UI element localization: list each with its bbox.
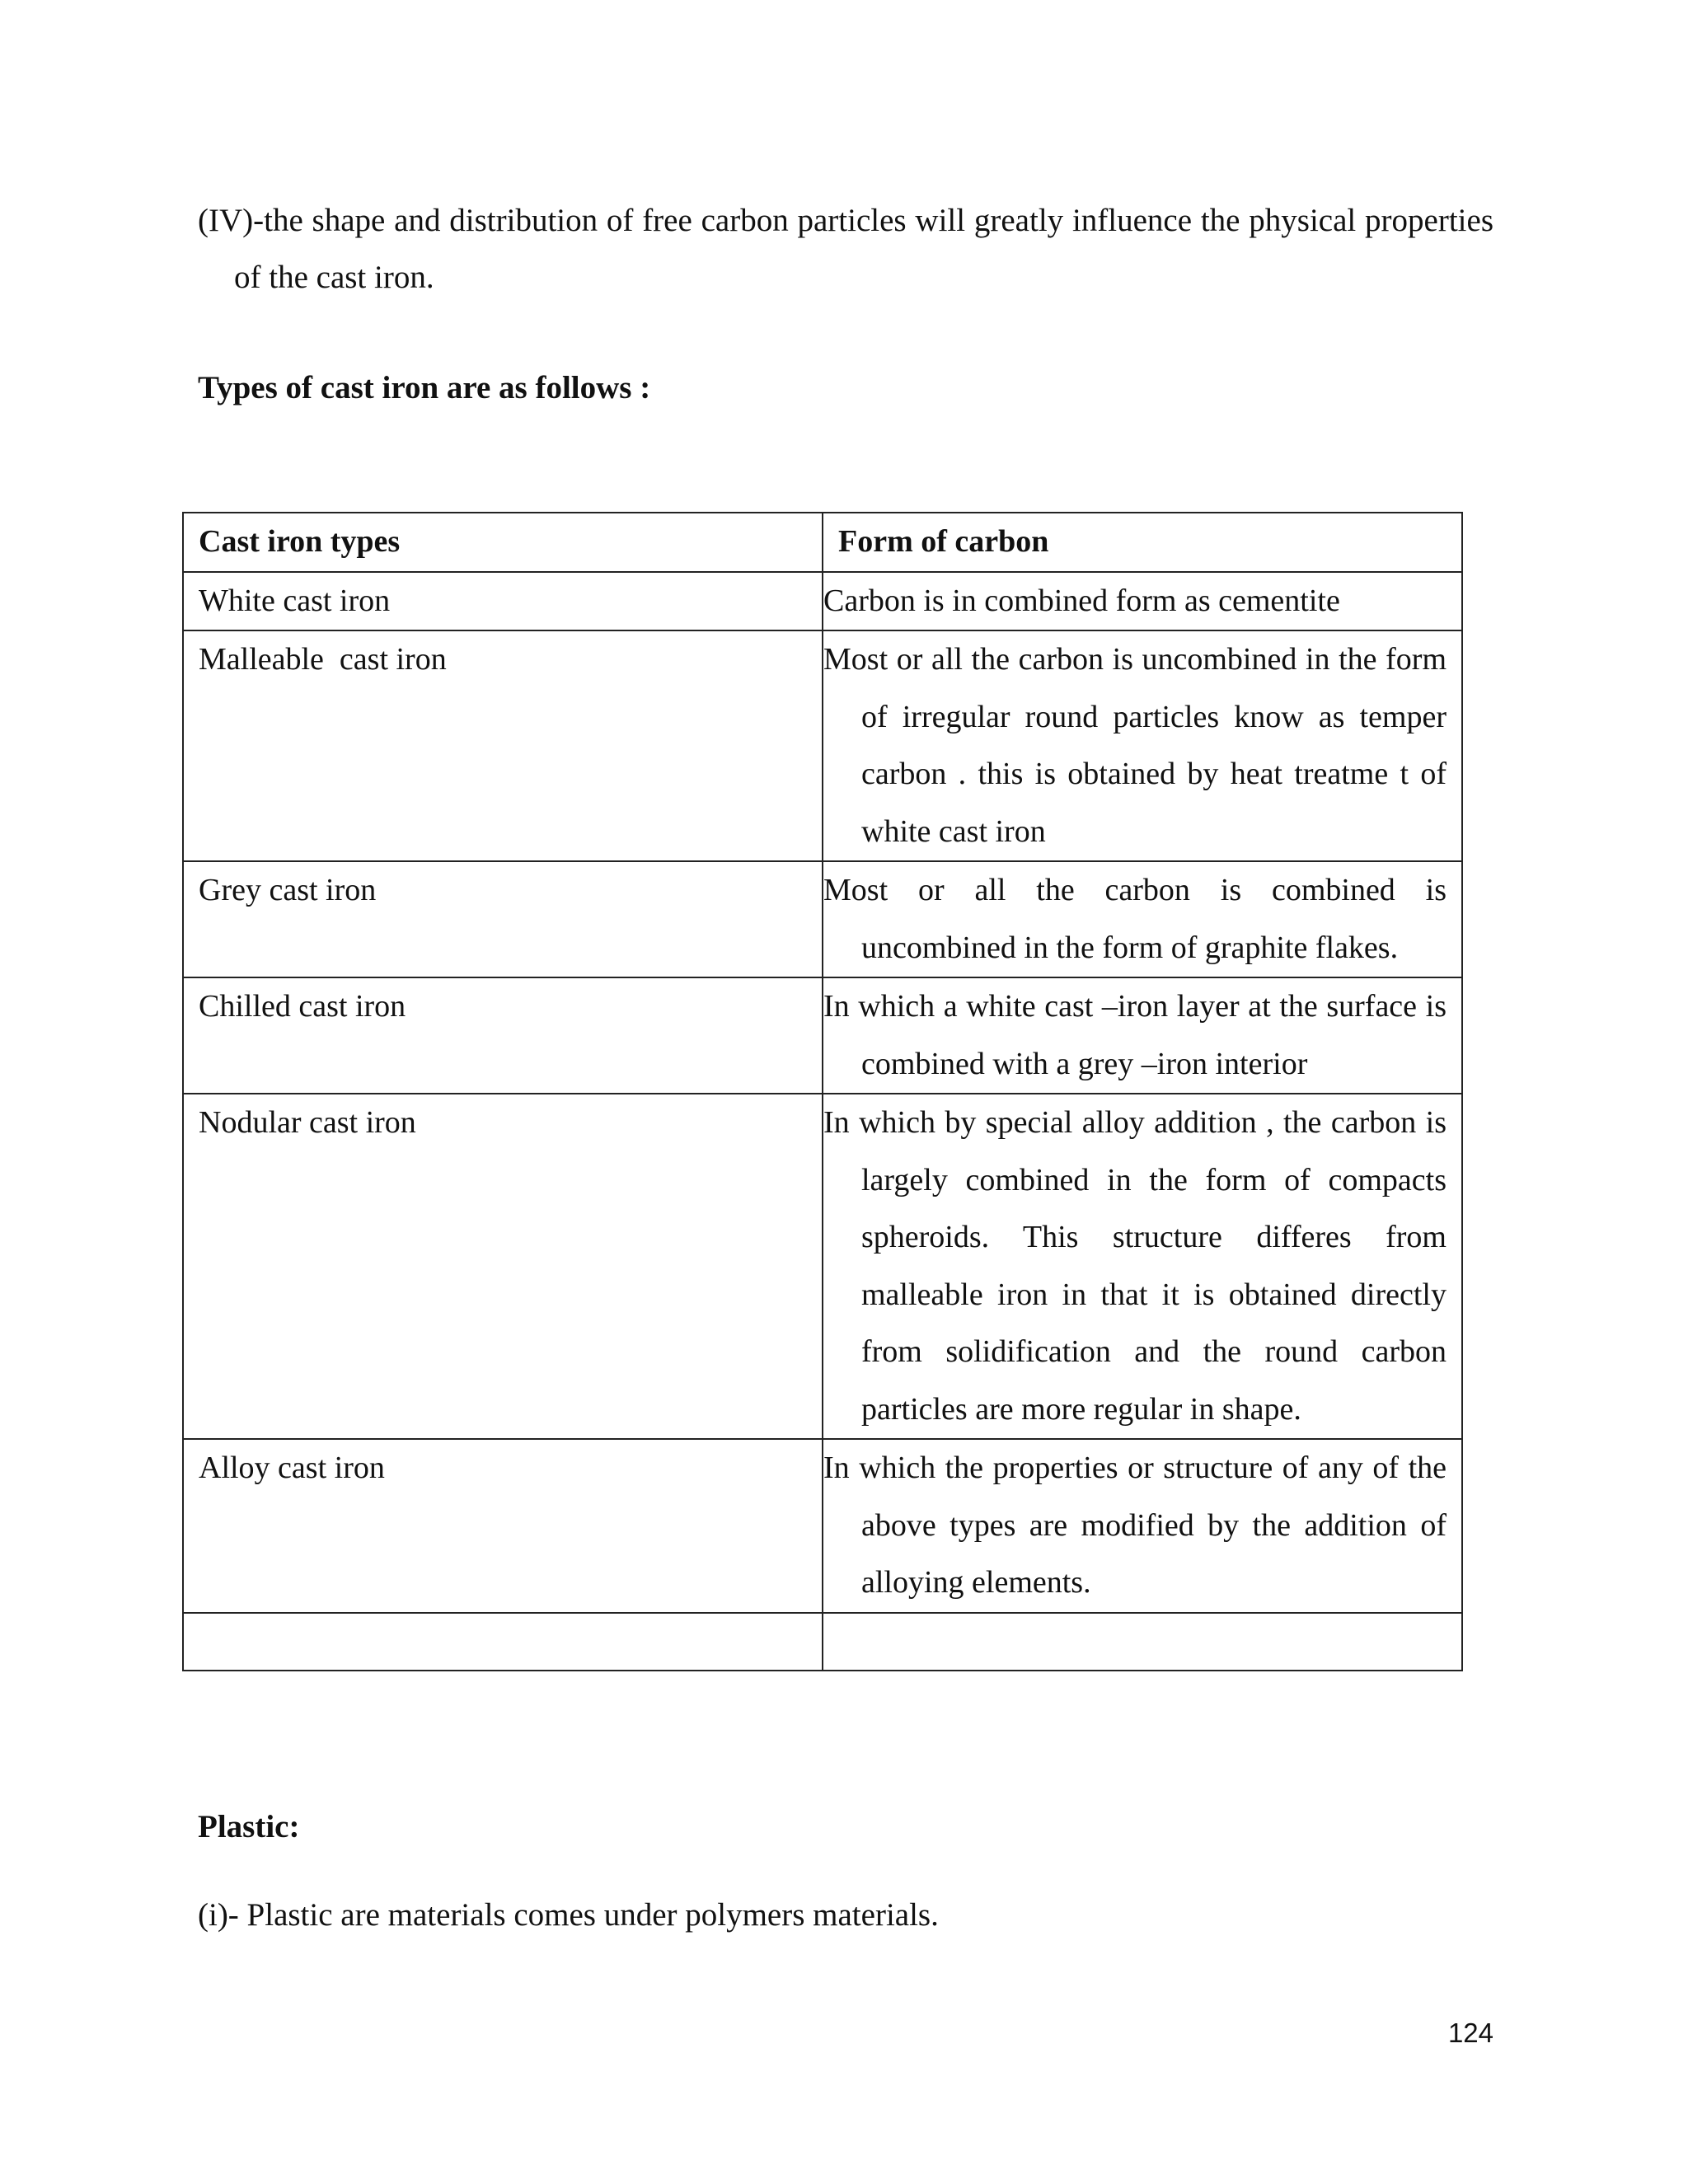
cell-form: In which a white cast –iron layer at the surface is combined with a grey –iron interior bbox=[823, 977, 1462, 1094]
cell-type: Nodular cast iron bbox=[183, 1094, 823, 1439]
cell-form: Carbon is in combined form as cementite bbox=[823, 572, 1462, 631]
table-row bbox=[183, 572, 1462, 631]
types-heading: Types of cast iron are as follows : bbox=[198, 370, 651, 405]
table-row bbox=[183, 861, 1462, 977]
cell-type: Chilled cast iron bbox=[183, 977, 823, 1094]
header-cast-iron-types: Cast iron types bbox=[183, 513, 823, 572]
cell-form: Most or all the carbon is combined is uncombined in the form of graphite flakes. bbox=[823, 861, 1462, 977]
cell-type: Alloy cast iron bbox=[183, 1439, 823, 1613]
cell-empty bbox=[183, 1613, 823, 1671]
cell-type: White cast iron bbox=[183, 572, 823, 631]
paragraph-i: (i)- Plastic are materials comes under polymers materials. bbox=[198, 1897, 939, 1933]
cell-type: Grey cast iron bbox=[183, 861, 823, 977]
cast-iron-table bbox=[182, 512, 1463, 1671]
page-number: 124 bbox=[1447, 2018, 1493, 2048]
cell-form: Most or all the carbon is uncombined in the form of irregular round particles know as temper carbon . this is obtained by heat treatme t of white cast iron bbox=[823, 630, 1462, 861]
paragraph-iv: (IV)-the shape and distribution of free carbon particles will greatly influence the physical properties of the cast iron. bbox=[198, 203, 1493, 295]
table-row bbox=[183, 1094, 1462, 1439]
cell-form: In which the properties or structure of any of the above types are modified by the addition of alloying elements. bbox=[823, 1439, 1462, 1613]
table-header-row bbox=[183, 513, 1462, 572]
cell-type: Malleable cast iron bbox=[183, 630, 823, 861]
table-row bbox=[183, 630, 1462, 861]
plastic-heading: Plastic: bbox=[198, 1809, 300, 1844]
table-row bbox=[183, 1439, 1462, 1613]
cell-empty bbox=[823, 1613, 1462, 1671]
cell-form: In which by special alloy addition , the carbon is largely combined in the form of compacts spheroids. This structure differes from malleable iron in that it is obtained directly from solidification and the round carbon particles are more regular in shape. bbox=[823, 1094, 1462, 1439]
table-row-empty bbox=[183, 1613, 1462, 1671]
table-row bbox=[183, 977, 1462, 1094]
header-form-of-carbon: Form of carbon bbox=[823, 513, 1462, 572]
